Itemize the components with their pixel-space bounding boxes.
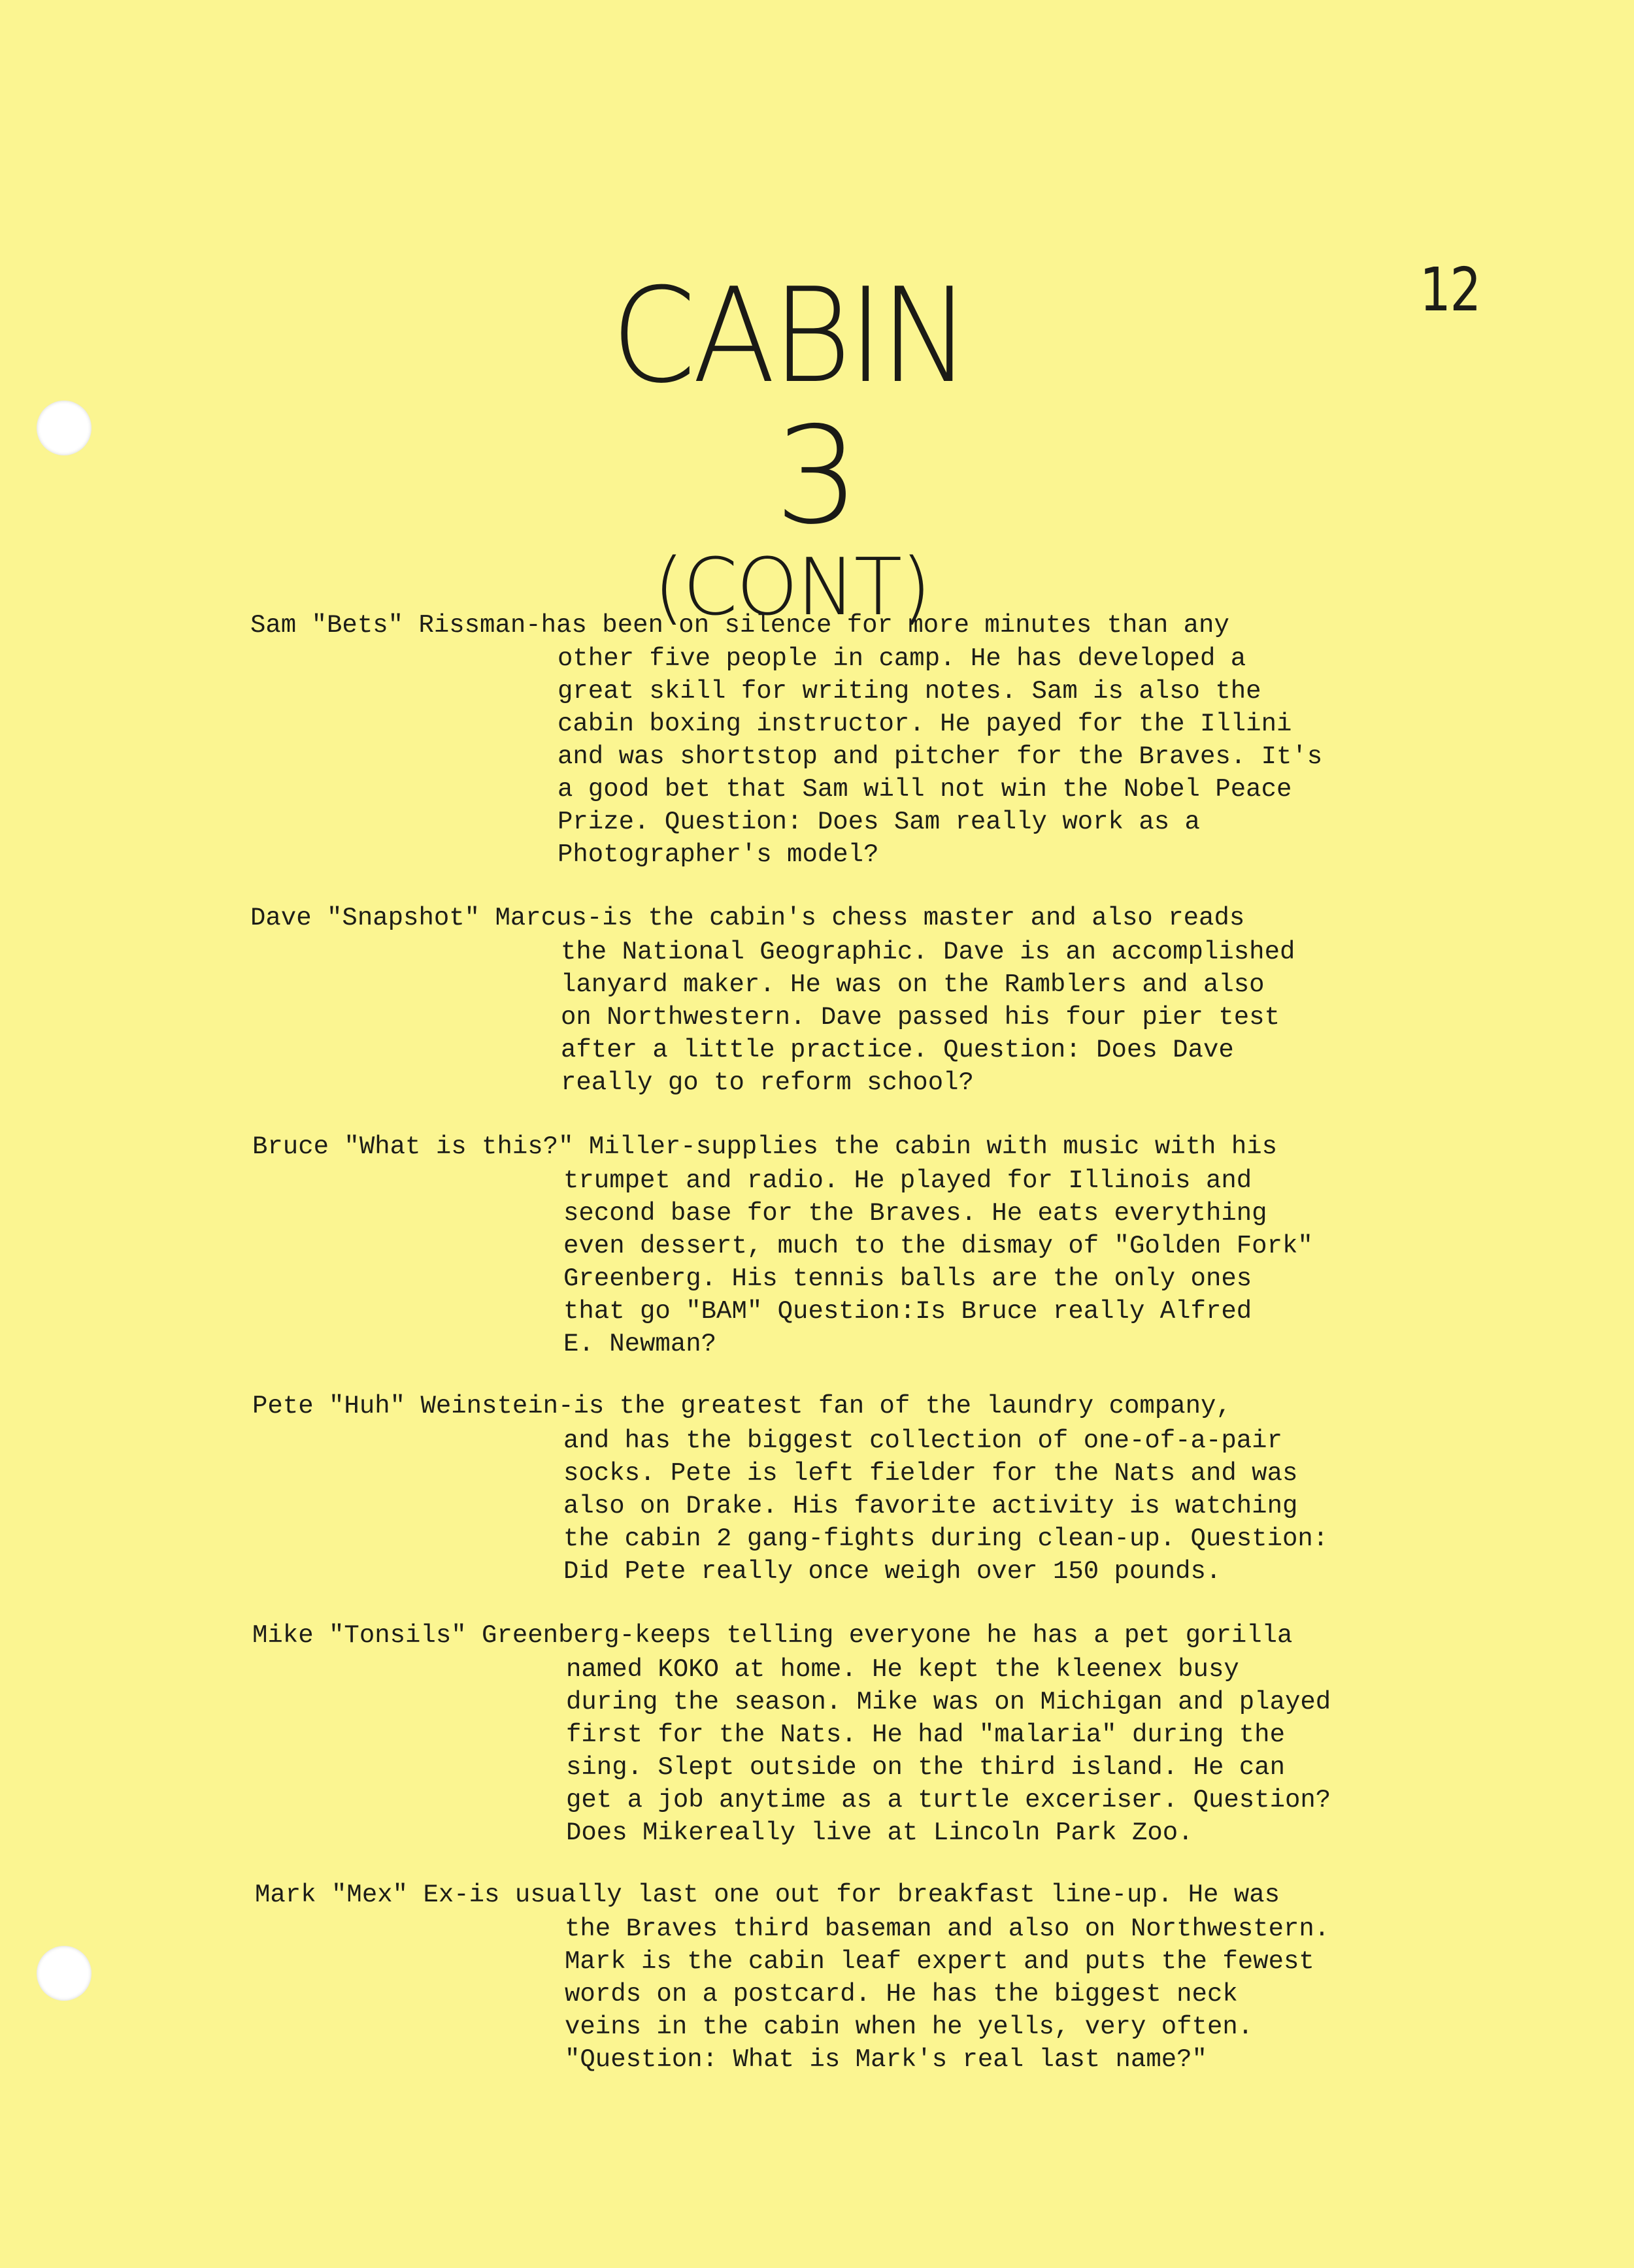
punch-hole-top [37,401,92,455]
entry-line: after a little practice. Question: Does Dave [561,1036,1234,1064]
entry-line: on Northwestern. Dave passed his four pier test [561,1003,1280,1032]
entry-line: Photographer's model? [558,840,879,869]
entry-line: Does Mikereally live at Lincoln Park Zoo. [566,1818,1193,1847]
entry-line: words on a postcard. He has the biggest neck [565,1980,1238,2009]
entry-line: a good bet that Sam will not win the Nobel Peace [558,775,1292,804]
entry-line: Mark "Mex" Ex-is usually last one out for breakfast line-up. He was [255,1881,1280,1909]
entry-line: Dave "Snapshot" Marcus-is the cabin's chess master and also reads [250,904,1245,932]
entry-line: get a job anytime as a turtle exceriser. Question? [566,1786,1331,1815]
entry-line: Sam "Bets" Rissman-has been on silence for more minutes than any [250,611,1229,640]
entry-line: trumpet and radio. He played for Illinois and [563,1166,1252,1195]
entry-line: Bruce "What is this?" Miller-supplies the cabin with music with his [252,1132,1278,1161]
entry-line: really go to reform school? [561,1068,974,1097]
title-line-2: 3 [775,399,860,554]
page-number: 12 [1420,255,1480,325]
entry-line: and has the biggest collection of one-of-a-pair [563,1426,1282,1455]
entry-line: also on Drake. His favorite activity is watching [563,1492,1298,1520]
entry-line: sing. Slept outside on the third island. He can [566,1753,1285,1782]
entry-line: cabin boxing instructor. He payed for the Illini [558,710,1292,738]
entry-line: E. Newman? [563,1330,717,1358]
entry-line: the Braves third baseman and also on Northwestern. [565,1915,1330,1943]
entry-line: "Question: What is Mark's real last name?" [565,2045,1207,2074]
entry-line: Prize. Question: Does Sam really work as a [558,808,1200,836]
entry-line: lanyard maker. He was on the Ramblers and also [561,970,1265,999]
entry-line: great skill for writing notes. Sam is also the [558,677,1261,706]
entry-line: the cabin 2 gang-fights during clean-up. Question: [563,1524,1329,1553]
entry-line: that go "BAM" Question:Is Bruce really Alfred [563,1297,1252,1326]
entry-line: first for the Nats. He had "malaria" during the [566,1720,1285,1749]
entry-line: even dessert, much to the dismay of "Golden Fork" [563,1232,1313,1260]
entry-line: second base for the Braves. He eats everything [563,1199,1267,1228]
entry-line: named KOKO at home. He kept the kleenex busy [566,1655,1239,1684]
entry-line: Mark is the cabin leaf expert and puts the fewest [565,1947,1314,1976]
entry-line: other five people in camp. He has developed a [558,644,1246,673]
title-line-3: (CONT) [654,542,930,633]
entry-line: and was shortstop and pitcher for the Braves. It's [558,742,1323,771]
entry-line: Mike "Tonsils" Greenberg-keeps telling everyone he has a pet gorilla [252,1621,1293,1650]
entry-line: veins in the cabin when he yells, very often. [565,2013,1254,2041]
entry-line: during the season. Mike was on Michigan and played [566,1688,1331,1717]
entry-line: socks. Pete is left fielder for the Nats and was [563,1459,1298,1488]
entry-line: the National Geographic. Dave is an accomplished [561,938,1295,966]
entry-line: Greenberg. His tennis balls are the only ones [563,1264,1252,1293]
entry-line: Pete "Huh" Weinstein-is the greatest fan of the laundry company, [252,1392,1231,1421]
title-line-1: CABIN [611,260,967,412]
entry-line: Did Pete really once weigh over 150 pounds. [563,1557,1222,1586]
punch-hole-bottom [37,1946,92,2001]
